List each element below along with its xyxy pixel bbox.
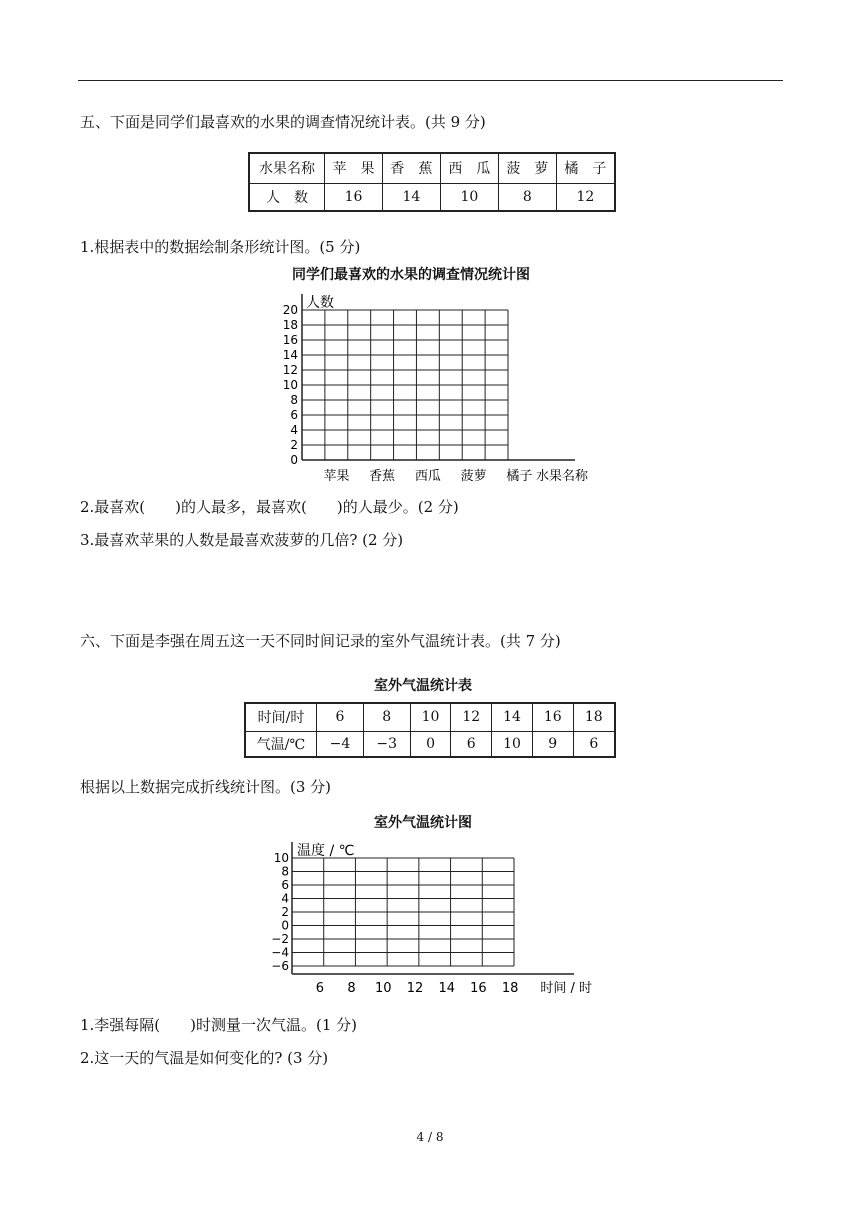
y-tick-label: 10 (282, 378, 298, 392)
x-tick-label: 香蕉 (369, 469, 396, 484)
x-tick-label: 6 (315, 981, 324, 996)
time-cell: 8 (363, 703, 410, 731)
y-tick-label: 10 (273, 851, 289, 865)
y-tick-label: 0 (281, 918, 289, 933)
y-tick-label: 20 (282, 303, 298, 317)
count-cell: 8 (498, 183, 556, 211)
y-tick-label: 16 (282, 333, 298, 347)
section5-q2: 2.最喜欢( )的人最多，最喜欢( )的人最少。(2 分) (80, 498, 459, 516)
x-tick-label: 18 (501, 981, 519, 996)
table-row-label: 气温/℃ (245, 731, 317, 757)
count-cell: 10 (440, 183, 498, 211)
x-tick-label: 8 (347, 981, 356, 996)
time-cell: 18 (573, 703, 615, 731)
time-cell: 16 (532, 703, 573, 731)
temperature-table (244, 702, 616, 758)
section6-heading: 六、下面是李强在周五这一天不同时间记录的室外气温统计表。(共 7 分) (80, 632, 561, 650)
y-tick-label: 6 (290, 408, 298, 422)
x-axis-label: 时间 / 时 (540, 981, 592, 996)
y-tick-label: 14 (282, 348, 298, 362)
y-tick-label: 8 (290, 393, 298, 407)
bar-chart (270, 280, 600, 490)
y-tick-label: −4 (271, 945, 289, 960)
section6-q2: 2.这一天的气温是如何变化的? (3 分) (80, 1049, 329, 1067)
fruit-name-cell: 西 瓜 (440, 153, 498, 183)
temp-cell: −3 (363, 731, 410, 757)
y-tick-label: −2 (271, 932, 289, 946)
page-number: 4 / 8 (416, 1130, 444, 1144)
x-tick-label: 10 (375, 981, 392, 996)
y-tick-label: 0 (290, 453, 298, 467)
temp-cell: 9 (532, 731, 573, 757)
count-cell: 14 (382, 183, 440, 211)
fruit-name-cell: 苹 果 (325, 153, 383, 183)
temp-cell: 6 (573, 731, 615, 757)
temp-cell: −4 (317, 731, 364, 757)
y-tick-label: 4 (281, 891, 289, 906)
x-tick-label: 西瓜 (414, 469, 441, 484)
table-row-label: 人 数 (249, 183, 325, 211)
y-tick-label: 18 (282, 318, 298, 332)
table-header-label: 水果名称 (249, 153, 325, 183)
temperature-table-title: 室外气温统计表 (374, 678, 472, 694)
time-cell: 10 (410, 703, 451, 731)
line-chart (262, 832, 592, 1000)
y-tick-label: 8 (281, 864, 289, 879)
y-axis-label: 人数 (306, 295, 334, 311)
x-tick-label: 12 (406, 981, 424, 996)
bar-chart-title: 同学们最喜欢的水果的调查情况统计图 (292, 267, 530, 283)
y-tick-label: 2 (281, 905, 289, 919)
x-tick-label: 菠萝 (460, 469, 487, 484)
x-tick-label: 14 (438, 981, 455, 996)
line-chart-title: 室外气温统计图 (374, 815, 472, 831)
y-tick-label: −6 (271, 959, 289, 973)
section6-instruction: 根据以上数据完成折线统计图。(3 分) (80, 778, 332, 796)
fruit-name-cell: 香 蕉 (382, 153, 440, 183)
x-tick-label: 16 (470, 981, 487, 996)
section5-q3: 3.最喜欢苹果的人数是最喜欢菠萝的几倍? (2 分) (80, 531, 404, 549)
x-tick-label: 苹果 (323, 469, 350, 484)
x-axis-label: 水果名称 (535, 469, 588, 484)
time-cell: 12 (451, 703, 492, 731)
temp-cell: 10 (492, 731, 533, 757)
section6-q1: 1.李强每隔( )时测量一次气温。(1 分) (80, 1016, 358, 1034)
y-tick-label: 2 (290, 438, 298, 452)
time-cell: 14 (492, 703, 533, 731)
y-axis-label: 温度 / ℃ (297, 843, 355, 859)
table-row-label: 时间/时 (245, 703, 317, 731)
fruit-survey-table (248, 152, 616, 212)
y-tick-label: 4 (290, 423, 298, 437)
y-tick-label: 6 (281, 878, 289, 892)
x-tick-label: 橘子 (506, 469, 533, 484)
count-cell: 16 (325, 183, 383, 211)
section5-q1: 1.根据表中的数据绘制条形统计图。(5 分) (80, 238, 361, 256)
section5-heading: 五、下面是同学们最喜欢的水果的调查情况统计表。(共 9 分) (80, 113, 486, 131)
fruit-name-cell: 菠 萝 (498, 153, 556, 183)
temp-cell: 6 (451, 731, 492, 757)
temp-cell: 0 (410, 731, 451, 757)
y-tick-label: 12 (282, 363, 298, 377)
count-cell: 12 (556, 183, 615, 211)
fruit-name-cell: 橘 子 (556, 153, 615, 183)
top-rule (78, 80, 783, 81)
time-cell: 6 (317, 703, 364, 731)
